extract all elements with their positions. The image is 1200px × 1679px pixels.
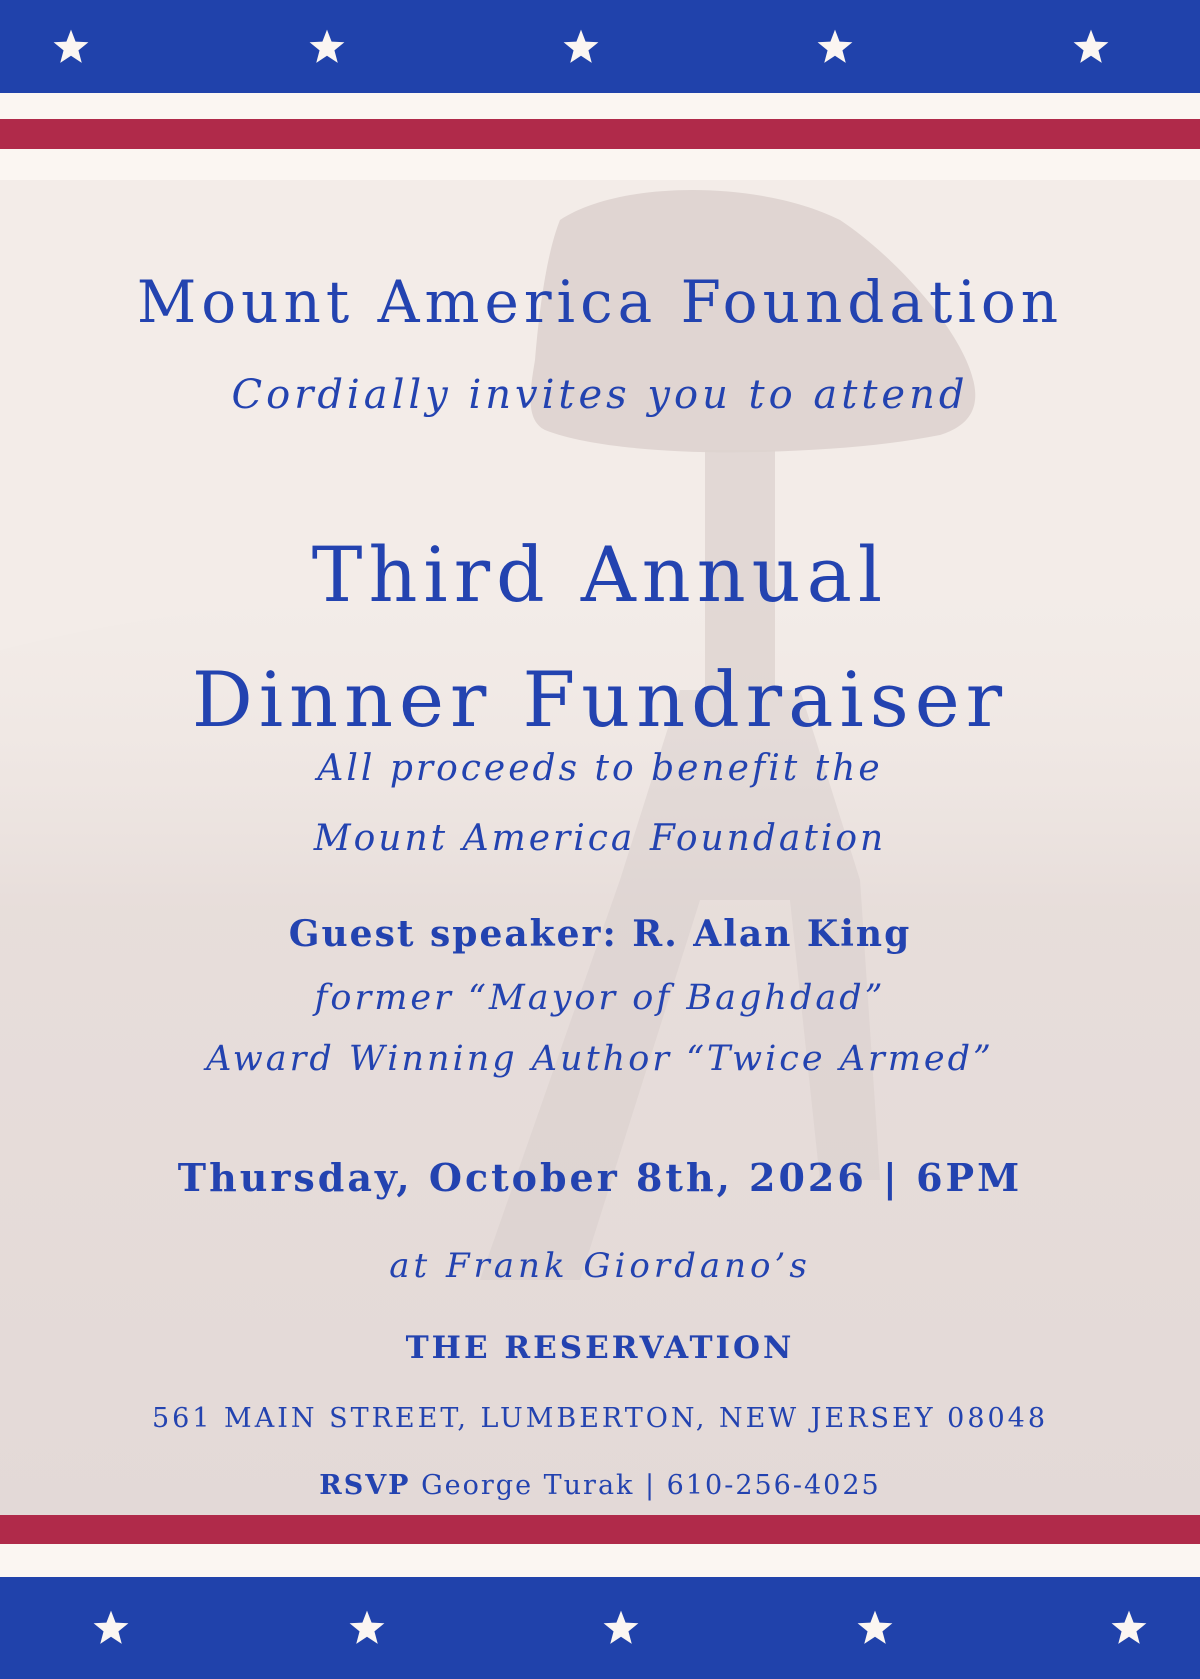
event-date-time: Thursday, October 8th, 2026 | 6PM (177, 1155, 1023, 1200)
bottom-star-row (0, 1577, 1200, 1679)
star-icon (1072, 28, 1110, 66)
speaker-detail-2: Award Winning Author “Twice Armed” (206, 1039, 994, 1079)
star-icon (348, 1609, 386, 1647)
rsvp-contact: George Turak | 610-256-4025 (410, 1470, 881, 1501)
star-icon (562, 28, 600, 66)
rsvp-line (0, 1470, 1200, 1501)
star-icon (92, 1609, 130, 1647)
event-title-line-2: Dinner Fundraiser (191, 655, 1009, 744)
venue-prefix: at Frank Giordano’s (389, 1246, 811, 1286)
event-title-line-1: Third Annual (311, 530, 889, 619)
top-star-row (0, 0, 1200, 93)
top-red-stripe (0, 119, 1200, 149)
star-icon (816, 28, 854, 66)
star-icon (602, 1609, 640, 1647)
invite-line: Cordially invites you to attend (231, 372, 969, 418)
organization-name: Mount America Foundation (136, 268, 1064, 336)
speaker-detail-1: former “Mayor of Baghdad” (314, 978, 886, 1018)
venue-address: 561 MAIN STREET, LUMBERTON, NEW JERSEY 08048 (151, 1403, 1049, 1434)
star-icon (52, 28, 90, 66)
star-icon (308, 28, 346, 66)
guest-speaker-heading: Guest speaker: R. Alan King (288, 913, 912, 955)
star-icon (1110, 1609, 1148, 1647)
benefit-line-2: Mount America Foundation (313, 818, 887, 859)
rsvp-label: RSVP (319, 1470, 411, 1501)
venue-name: THE RESERVATION (405, 1330, 795, 1366)
benefit-line-1: All proceeds to benefit the (317, 748, 883, 789)
star-icon (856, 1609, 894, 1647)
bottom-red-stripe (0, 1515, 1200, 1544)
